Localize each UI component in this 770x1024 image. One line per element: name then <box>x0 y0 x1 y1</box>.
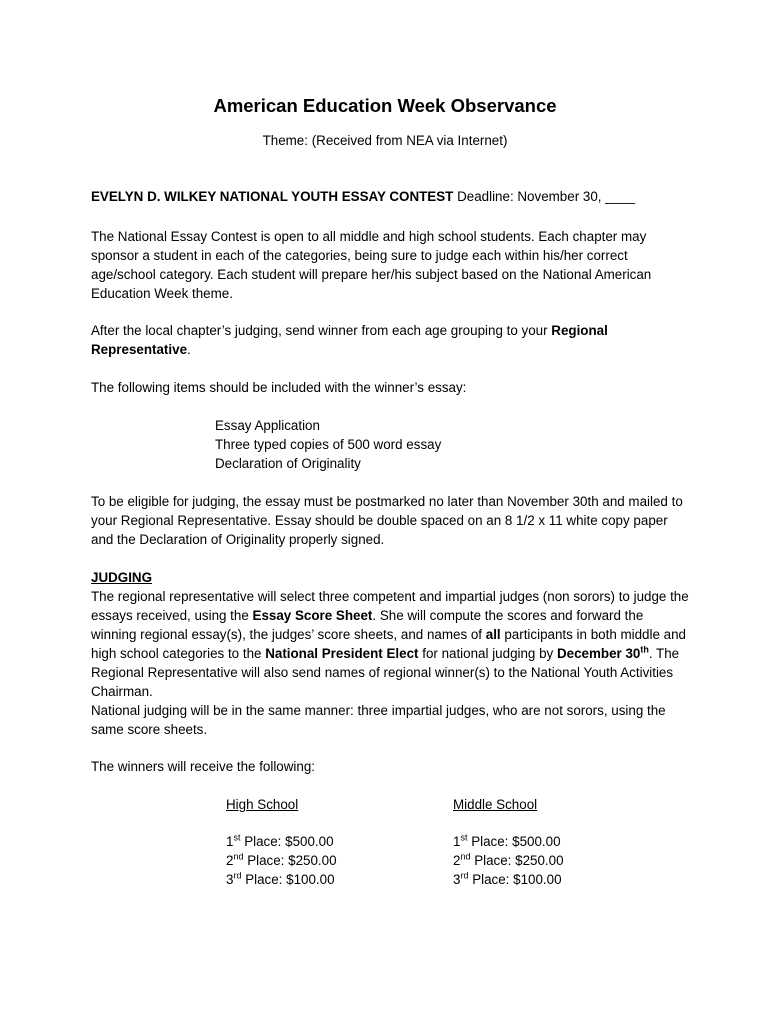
judging-text: . She will compute the scores and forward the winning regional essay(s), the judges’ score sheets, and names of <box>91 608 644 642</box>
high-school-prizes <box>226 795 337 889</box>
eligibility-paragraph: To be eligible for judging, the essay must be postmarked no later than November 30th and mailed to your Regional Representative. Essay should be double spaced on an 8 1/2 x 11 white copy paper and the Declaration of Originality properly signed. <box>91 494 683 547</box>
after-judging-end: . <box>187 342 191 357</box>
prize-amount: Place: $100.00 <box>241 872 335 887</box>
list-item: Three typed copies of 500 word essay <box>215 437 442 452</box>
prize-line <box>453 832 564 851</box>
december-date-text: December 30 <box>556 646 641 661</box>
prize-amount: Place: $500.00 <box>240 834 334 849</box>
list-item: Declaration of Originality <box>215 456 361 471</box>
ordinal-suffix: nd <box>233 851 244 862</box>
prize-line <box>453 851 564 870</box>
judging-text: The regional representative will select three competent and impartial judges (non sorors) to judge the essays received, using the <box>91 589 689 623</box>
high-school-heading: High School <box>226 797 299 812</box>
contest-name: EVELYN D. WILKEY NATIONAL YOUTH ESSAY CONTEST <box>91 189 454 204</box>
page-title: American Education Week Observance <box>213 95 557 116</box>
winners-intro: The winners will receive the following: <box>91 759 316 774</box>
prize-line <box>453 870 564 889</box>
all-bold: all <box>485 627 501 642</box>
list-item: Essay Application <box>215 418 320 433</box>
prize-ordinal: 1 <box>453 834 461 849</box>
prize-line <box>226 870 337 889</box>
prize-amount: Place: $100.00 <box>468 872 562 887</box>
prize-line <box>226 851 337 870</box>
prize-ordinal: 2 <box>453 853 461 868</box>
after-judging-text: After the local chapter’s judging, send winner from each age grouping to your <box>91 323 552 338</box>
after-judging-paragraph <box>91 321 691 359</box>
prize-amount: Place: $500.00 <box>467 834 561 849</box>
ordinal-suffix: nd <box>460 851 471 862</box>
judging-paragraph <box>91 587 691 701</box>
ordinal-suffix: rd <box>460 870 469 881</box>
middle-school-prizes <box>453 795 564 889</box>
prize-ordinal: 1 <box>226 834 234 849</box>
prize-ordinal: 3 <box>453 872 461 887</box>
contest-line <box>91 187 691 206</box>
date-superscript: th <box>640 644 649 655</box>
prize-amount: Place: $250.00 <box>470 853 564 868</box>
judging-text: for national judging by <box>418 646 557 661</box>
items-intro: The following items should be included with the winner’s essay: <box>91 380 467 395</box>
required-items-list <box>215 416 441 473</box>
intro-paragraph: The National Essay Contest is open to all middle and high school students. Each chapter may sponsor a student in each of the categories, being sure to judge each within his/her correct age/school category. Each student will prepare her/his subject based on the National American Education Week theme. <box>91 229 652 301</box>
contest-deadline: Deadline: November 30, ____ <box>457 189 636 204</box>
theme-line: Theme: (Received from NEA via Internet) <box>262 133 508 148</box>
national-president-elect-bold: National President Elect <box>265 646 419 661</box>
national-judging-paragraph: National judging will be in the same manner: three impartial judges, who are not sorors, using the same score sheets. <box>91 703 666 737</box>
prize-amount: Place: $250.00 <box>243 853 337 868</box>
prize-ordinal: 3 <box>226 872 234 887</box>
december-date-bold <box>557 646 649 661</box>
essay-score-sheet-bold: Essay Score Sheet <box>252 608 373 623</box>
judging-heading: JUDGING <box>91 570 153 585</box>
judging-text: participants in both middle and high school categories to the <box>91 627 686 661</box>
ordinal-suffix: st <box>233 832 241 843</box>
judging-section <box>91 568 691 739</box>
ordinal-suffix: st <box>460 832 468 843</box>
middle-school-heading: Middle School <box>453 797 538 812</box>
judging-text: . The Regional Representative will also send names of regional winner(s) to the National Youth Activities Chairman. <box>91 646 680 699</box>
ordinal-suffix: rd <box>233 870 242 881</box>
prize-ordinal: 2 <box>226 853 234 868</box>
regional-representative-bold: Regional Representative <box>91 323 608 357</box>
prize-line <box>226 832 337 851</box>
